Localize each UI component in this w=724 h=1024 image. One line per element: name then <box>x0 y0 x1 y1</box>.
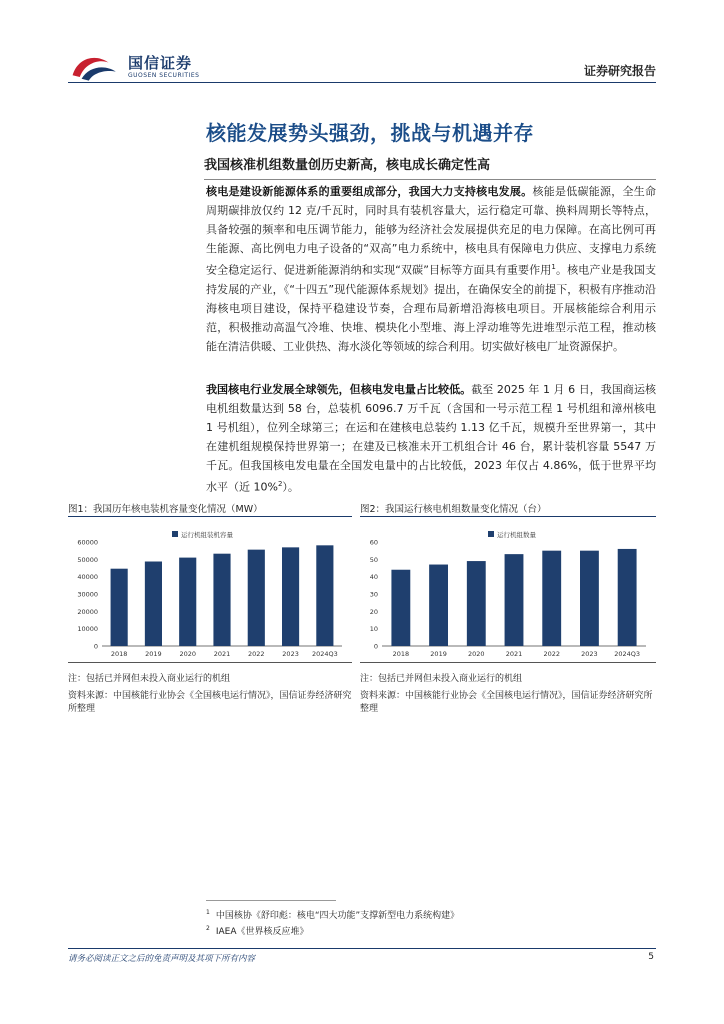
paragraph-2-tail: ）。 <box>282 480 299 494</box>
footnote-1 <box>206 908 459 921</box>
legend-swatch <box>488 531 494 537</box>
figure-2-note: 注：包括已并网但未投入商业运行的机组 <box>360 674 523 684</box>
header-divider <box>68 82 656 83</box>
bar-2021 <box>213 554 230 646</box>
footnote-1-text: 中国核协《舒印彪：核电“四大功能”支撑新型电力系统构建》 <box>215 911 460 921</box>
footnote-ref-1: 1 <box>551 263 556 271</box>
y-tick-label: 30000 <box>77 590 98 599</box>
footnote-2-text: IAEA《世界核反应堆》 <box>215 927 309 937</box>
figure-2-bottom-rule <box>360 662 656 663</box>
y-tick-label: 20000 <box>77 607 98 616</box>
y-tick-label: 30 <box>369 590 378 599</box>
brand-name: 国信证券 <box>128 54 193 72</box>
y-tick-label: 0 <box>93 642 98 651</box>
y-tick-label: 0 <box>373 642 378 651</box>
bar-2020 <box>179 558 196 646</box>
x-tick-label: 2022 <box>248 650 265 658</box>
page-title: 核能发展势头强劲，挑战与机遇并存 <box>206 121 534 145</box>
x-tick-label: 2024Q3 <box>614 650 641 658</box>
figure-1-source: 资料来源：中国核能行业协会《全国核电运行情况》，国信证券经济研究所整理 <box>68 691 352 714</box>
paragraph-1 <box>206 182 656 356</box>
bar-2019 <box>429 565 448 646</box>
footer-disclaimer: 请务必阅读正文之后的免责声明及其项下所有内容 <box>68 954 256 964</box>
brand-name-en: GUOSEN SECURITIES <box>128 72 200 79</box>
bar-2022 <box>542 551 561 646</box>
figure-2-source: 资料来源：中国核能行业协会《全国核电运行情况》，国信证券经济研究所整理 <box>360 691 653 714</box>
x-tick-label: 2020 <box>468 650 485 658</box>
figure-2-top-rule <box>360 516 656 517</box>
bar-2023 <box>580 551 599 646</box>
y-tick-label: 40 <box>369 573 378 582</box>
x-tick-label: 2021 <box>505 650 523 658</box>
figure-2-chart <box>360 520 656 662</box>
figure-1-bottom-rule <box>68 662 352 663</box>
legend-label: 运行机组装机容量 <box>181 531 233 539</box>
paragraph-2-lead: 我国核电行业发展全球领先，但核电发电量占比较低。 <box>206 383 472 396</box>
x-tick-label: 2024Q3 <box>311 650 338 658</box>
legend-label: 运行机组数量 <box>497 531 536 539</box>
x-tick-label: 2023 <box>581 650 598 658</box>
y-tick-label: 40000 <box>77 573 98 582</box>
report-type: 证券研究报告 <box>583 64 656 78</box>
bar-2018 <box>111 569 128 646</box>
paragraph-2-body: 截至 2025 年 1 月 6 日，我国商运核电机组数量达到 58 台，总装机 6096.7 万千瓦（含国和一号示范工程 1 号机组和漳州核电 1 号机组），位列全球第三；在运和在建核电总装约 1.13 亿千瓦，规模升至世界第一，其中在建机组规模保持世界第一；在建及已核准未开工机组合计 46 台，累计装机容量 5547 万千瓦。但我国核电发电量在全国发电量中的占比较低，2023 年仅占 4.86%，低于世界平均水平（近 10% <box>206 383 656 494</box>
x-tick-label: 2022 <box>543 650 560 658</box>
x-tick-label: 2019 <box>145 650 162 658</box>
footnote-divider <box>206 900 336 901</box>
y-tick-label: 50 <box>369 555 378 564</box>
x-tick-label: 2019 <box>430 650 447 658</box>
paragraph-1-tail: 。核电产业是我国支持发展的产业，《“十四五”现代能源体系规划》提出，在确保安全的前提下，积极有序推动沿海核电项目建设，保持平稳建设节奏，合理布局新增沿海核电项目。开展核能综合利用示范，积极推动高温气冷堆、快堆、模块化小型堆、海上浮动堆等先进堆型示范工程，推动核能在清洁供暖、工业供热、海水淡化等领域的综合利用。切实做好核电厂址资源保护。 <box>206 263 656 353</box>
y-tick-label: 60000 <box>77 538 98 547</box>
guosen-logo <box>68 50 124 86</box>
bar-2018 <box>391 570 410 646</box>
x-tick-label: 2021 <box>213 650 231 658</box>
bar-2022 <box>248 550 265 646</box>
page-number: 5 <box>648 952 654 962</box>
bar-2020 <box>467 561 486 646</box>
bar-2024Q3 <box>618 549 637 646</box>
x-tick-label: 2020 <box>179 650 196 658</box>
figure-1-chart <box>68 520 352 662</box>
x-tick-label: 2018 <box>392 650 410 658</box>
figure-1-top-rule <box>68 516 352 517</box>
figure-1-note: 注：包括已并网但未投入商业运行的机组 <box>68 674 231 684</box>
y-tick-label: 50000 <box>77 555 98 564</box>
footnote-2 <box>206 924 308 937</box>
y-tick-label: 20 <box>369 607 378 616</box>
bar-2021 <box>505 554 524 646</box>
footer-divider <box>68 948 656 949</box>
section-heading: 我国核准机组数量创历史新高，核电成长确定性高 <box>204 154 656 180</box>
paragraph-1-lead: 核电是建设新能源体系的重要组成部分，我国大力支持核电发展。 <box>206 185 533 198</box>
figure-1-title: 图1：我国历年核电装机容量变化情况（MW） <box>68 504 263 515</box>
y-tick-label: 10 <box>369 625 378 634</box>
bar-2019 <box>145 562 162 647</box>
x-tick-label: 2023 <box>282 650 299 658</box>
figure-2-title: 图2：我国运行核电机组数量变化情况（台） <box>360 504 547 515</box>
paragraph-2 <box>206 380 656 497</box>
footnote-2-number: 2 <box>206 925 210 932</box>
bar-2024Q3 <box>316 545 333 646</box>
paragraph-1-body: 核能是低碳能源，全生命周期碳排放仅约 12 克/千瓦时，同时具有装机容量大，运行稳定可靠、换料周期长等特点，具备较强的频率和电压调节能力，能够为经济社会发展提供充足的电力保障。在高比例可再生能源、高比例电力电子设备的“双高”电力系统中，核电具有保障电力供应、支撑电力系统安全稳定运行、促进新能源消纳和实现“双碳”目标等方面具有重要作用 <box>206 185 657 277</box>
footnote-1-number: 1 <box>206 909 210 916</box>
footnote-ref-2: 2 <box>277 480 283 488</box>
bar-2023 <box>282 547 299 646</box>
y-tick-label: 60 <box>369 538 378 547</box>
y-tick-label: 10000 <box>77 625 98 634</box>
legend-swatch <box>172 531 178 537</box>
x-tick-label: 2018 <box>110 650 128 658</box>
